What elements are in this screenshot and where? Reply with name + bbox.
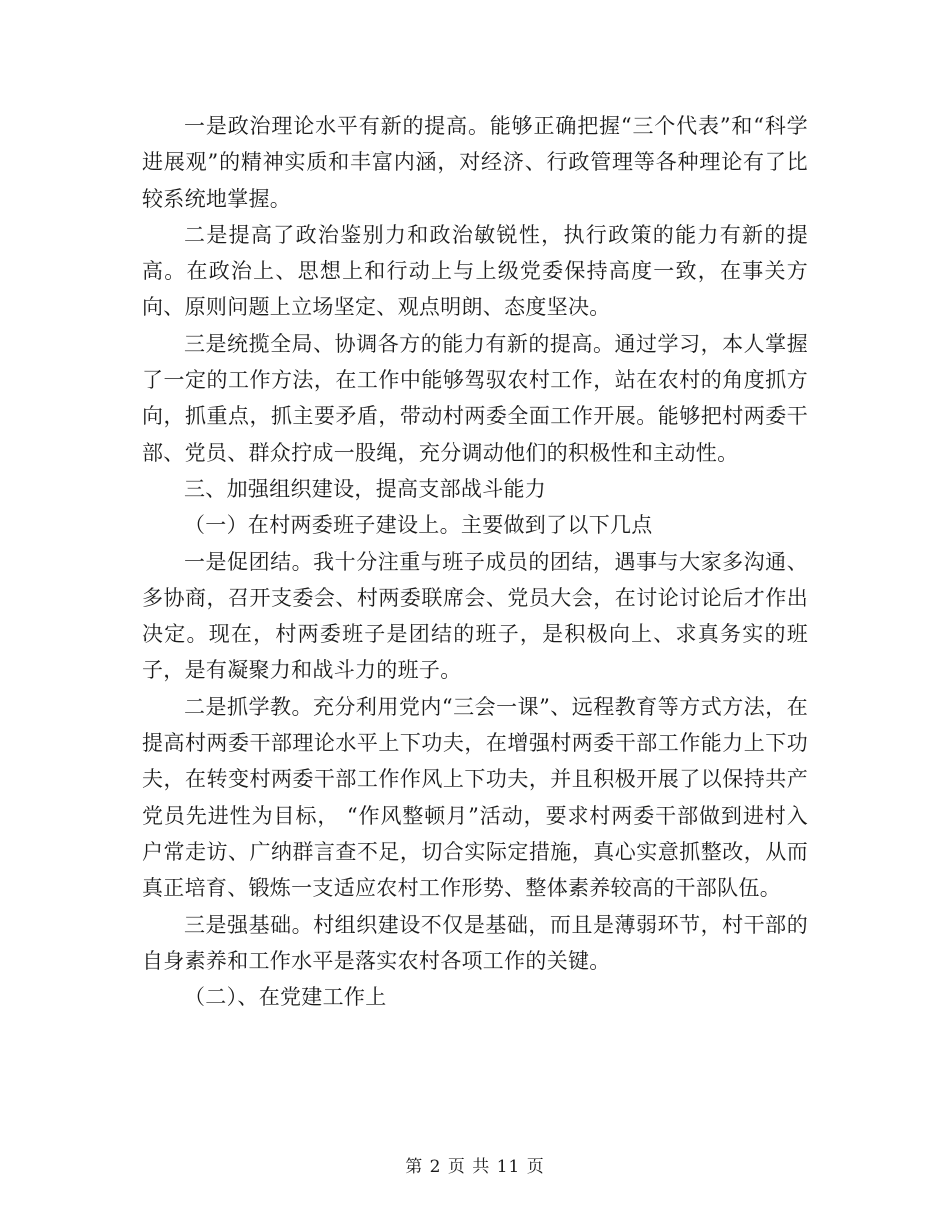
paragraph-political-theory: 一是政治理论水平有新的提高。能够正确把握“三个代表”和“科学进展观”的精神实质和丰富内涵，对经济、行政管理等各种理论有了比较系统地掌握。 <box>142 114 808 211</box>
paragraph-study-education: 二是抓学教。充分利用党内“三会一课”、远程教育等方式方法，在提高村两委干部理论水平上下功夫，在增强村两委干部工作能力上下功夫，在转变村两委干部工作作风上下功夫，并且积极开展了以保持共产党员先进性为目标， “作风整顿月”活动，要求村两委干部做到进村入户常走访、广纳群言查不足，切合实际定措施，真心实意抓整改，从而真正培育、锻炼一支适应农村工作形势、整体素养较高的干部队伍。 <box>142 694 808 901</box>
section-heading-organization: 三、加强组织建设，提高支部战斗能力 <box>184 476 547 501</box>
paragraph-overall-coordination: 三是统揽全局、协调各方的能力有新的提高。通过学习，本人掌握了一定的工作方法，在工作中能够驾驭农村工作，站在农村的角度抓方向，抓重点，抓主要矛盾，带动村两委全面工作开展。能够把村两委干部、党员、群众拧成一股绳，充分调动他们的积极性和主动性。 <box>142 331 808 465</box>
subsection-heading-team-building: （一）在村两委班子建设上。主要做到了以下几点 <box>184 513 653 538</box>
document-body <box>142 108 808 1015</box>
subsection-heading-party-building: （二）、在党建工作上 <box>184 985 387 1010</box>
page-number-footer: 第 2 页 共 11 页 <box>405 1157 545 1177</box>
paragraph-foundation: 三是强基础。村组织建设不仅是基础，而且是薄弱环节，村干部的自身素养和工作水平是落实农村各项工作的关键。 <box>142 912 808 973</box>
paragraph-unity: 一是促团结。我十分注重与班子成员的团结，遇事与大家多沟通、多协商，召开支委会、村两委联席会、党员大会，在讨论讨论后才作出决定。现在，村两委班子是团结的班子，是积极向上、求真务实的班子，是有凝聚力和战斗力的班子。 <box>142 549 808 683</box>
paragraph-political-sensitivity: 二是提高了政治鉴别力和政治敏锐性，执行政策的能力有新的提高。在政治上、思想上和行动上与上级党委保持高度一致，在事关方向、原则问题上立场坚定、观点明朗、态度坚决。 <box>142 222 808 320</box>
